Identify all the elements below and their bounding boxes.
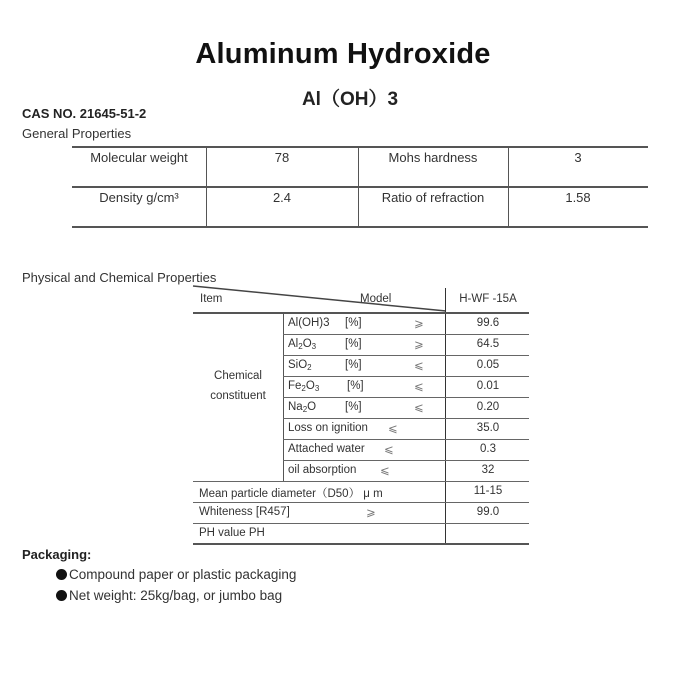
row-operator: ⩽: [380, 465, 390, 477]
row-value: 0.3: [480, 443, 496, 455]
row-value: 99.0: [476, 506, 500, 518]
row-name: SiO$_2$: [288, 359, 312, 372]
table-rule: [72, 186, 648, 188]
item-header: Item: [200, 293, 223, 305]
row-operator: ⩽: [414, 360, 424, 372]
molecular-weight-value: 78: [274, 150, 290, 165]
table-rule: [283, 334, 529, 335]
chemical-group-label: Chemical: [214, 370, 262, 382]
table-rule: [72, 146, 648, 148]
table-rule: [193, 543, 529, 545]
row-operator: ⩾: [366, 507, 376, 519]
table-rule: [283, 418, 529, 419]
cas-number: CAS NO. 21645-51-2: [22, 106, 147, 121]
row-operator: ⩽: [388, 423, 398, 435]
packaging-item: [56, 567, 296, 582]
row-operator: ⩾: [414, 339, 424, 351]
table-rule: [193, 502, 529, 503]
density-value: 2.4: [272, 190, 292, 205]
row-name: Whiteness [R457]: [199, 506, 290, 518]
table-rule: [72, 226, 648, 228]
refraction-label: Ratio of refraction: [381, 190, 485, 205]
diagonal-header-divider: [190, 284, 450, 314]
packaging-heading: Packaging:: [22, 547, 92, 562]
mohs-hardness-value: 3: [574, 150, 582, 165]
row-operator: ⩽: [414, 402, 424, 414]
document-title: Aluminum Hydroxide: [195, 38, 491, 70]
table-rule: [193, 523, 529, 524]
table-rule: [193, 312, 529, 314]
row-value: 0.05: [476, 359, 500, 371]
refraction-value: 1.58: [565, 190, 591, 205]
row-value: 0.20: [476, 401, 500, 413]
packaging-item-text: Compound paper or plastic packaging: [69, 567, 297, 582]
table-rule: [283, 397, 529, 398]
row-operator: ⩽: [384, 444, 394, 456]
row-unit: [%]: [345, 338, 362, 350]
row-name: $Fe_2O_3$: [288, 380, 320, 393]
chemical-group-label-2: constituent: [210, 390, 266, 402]
table-rule: [283, 460, 529, 461]
density-label: Density g/cm³: [99, 190, 179, 205]
mohs-hardness-label: Mohs hardness: [388, 150, 478, 165]
row-value: 99.6: [476, 317, 500, 329]
row-value: 64.5: [476, 338, 500, 350]
row-unit: [%]: [347, 380, 364, 392]
model-header: Model: [360, 293, 392, 305]
row-name: Loss on ignition: [288, 422, 368, 434]
model-name-header: H-WF -15A: [459, 293, 517, 305]
row-name: PH value PH: [199, 527, 265, 539]
table-rule: [193, 481, 529, 482]
table-rule: [283, 355, 529, 356]
row-name: Mean particle diameter（D50） μ m: [199, 488, 383, 500]
bullet-icon: [56, 590, 67, 601]
row-unit: [%]: [345, 401, 362, 413]
general-properties-heading: General Properties: [22, 126, 132, 141]
row-unit: [%]: [345, 317, 362, 329]
packaging-item: [56, 588, 282, 603]
table-rule: [283, 376, 529, 377]
row-operator: ⩽: [414, 381, 424, 393]
row-name: oil absorption: [288, 464, 357, 476]
row-name: $Na_2O$: [288, 401, 317, 414]
bullet-icon: [56, 569, 67, 580]
row-unit: [%]: [345, 359, 362, 371]
row-value: 32: [481, 464, 495, 476]
packaging-item-text: Net weight: 25kg/bag, or jumbo bag: [69, 588, 283, 603]
table-rule: [283, 439, 529, 440]
row-operator: ⩾: [414, 318, 424, 330]
row-value: 0.01: [476, 380, 500, 392]
row-name: Al(OH)3: [288, 317, 330, 329]
chemical-formula: Al（OH）3: [301, 89, 399, 110]
physical-chemical-heading: Physical and Chemical Properties: [22, 270, 217, 285]
row-name: Attached water: [288, 443, 365, 455]
molecular-weight-label: Molecular weight: [90, 150, 188, 165]
row-value: 35.0: [476, 422, 500, 434]
row-value: 11-15: [473, 485, 503, 497]
row-name: $Al_2O_3$: [288, 338, 317, 351]
